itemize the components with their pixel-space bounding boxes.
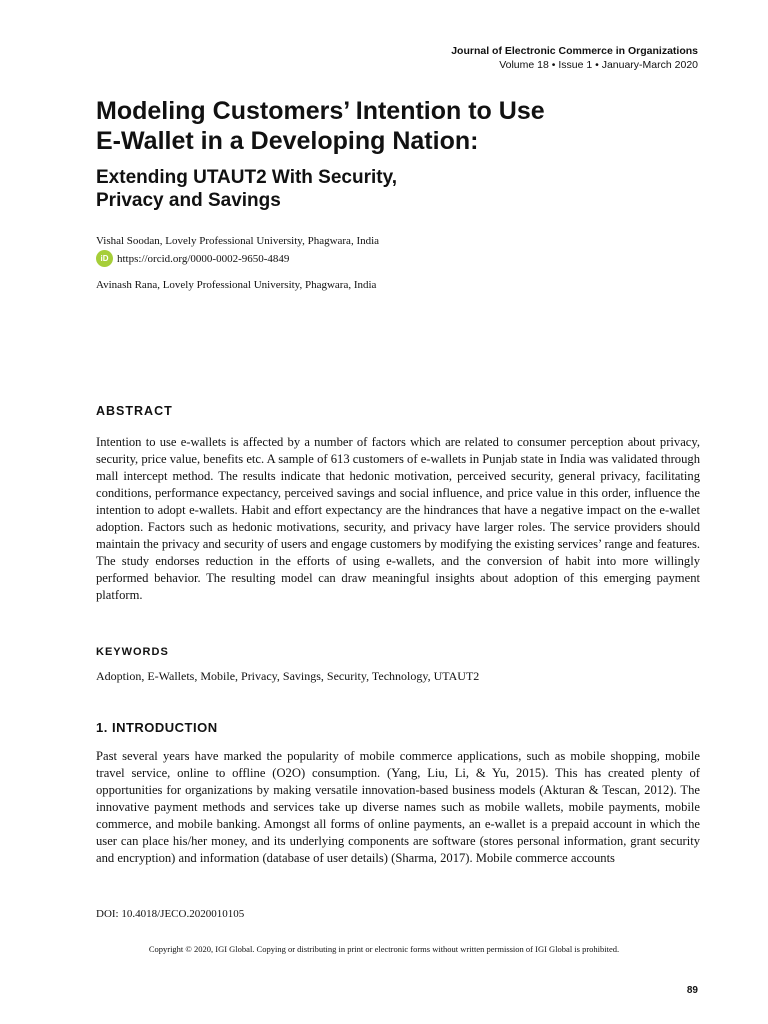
author-1: Vishal Soodan, Lovely Professional University, Phagwara, India <box>96 235 380 247</box>
author-1-orcid[interactable] <box>96 250 289 267</box>
title-line-2: E-Wallet in a Developing Nation: <box>96 127 479 155</box>
page-number: 89 <box>686 985 698 996</box>
orcid-icon: iD <box>96 250 113 267</box>
author-2: Avinash Rana, Lovely Professional University, Phagwara, India <box>96 279 377 291</box>
paper-subtitle <box>96 166 696 212</box>
introduction-heading: 1. INTRODUCTION <box>96 720 218 735</box>
abstract-text: Intention to use e-wallets is affected by a number of factors which are related to consumer perception about privacy, security, price value, benefits etc. A sample of 613 customers of e-wallets in Punjab state in India was validated through mall intercept method. The results indicate that hedonic motivation, perceived security, general privacy, facilitating conditions, performance expectancy, perceived savings and social influence, and price value in this order, influence the intention to adopt e-wallets. Habit and effort expectancy are the hindrances that have a negative impact on the e-wallet adoption. Factors such as hedonic motivations, security, and privacy have larger roles. The service providers should maintain the privacy and security of users and engage customers by modifying the existing services’ range and features. The study endorses reduction in the efforts of using e-wallets, and the conversion of habit into more willingly performed behavior. The resulting model can draw meaningful insights about adoption of this emerging payment platform. <box>96 435 700 602</box>
subtitle-line-1: Extending UTAUT2 With Security, <box>96 167 398 188</box>
keywords-heading: KEYWORDS <box>96 646 169 658</box>
copyright-notice: Copyright © 2020, IGI Global. Copying or distributing in print or electronic forms without written permission of IGI Global is prohibited. <box>148 944 620 954</box>
keywords-text: Adoption, E-Wallets, Mobile, Privacy, Savings, Security, Technology, UTAUT2 <box>96 669 480 683</box>
doi: DOI: 10.4018/JECO.2020010105 <box>96 908 245 920</box>
abstract-heading: ABSTRACT <box>96 404 173 418</box>
journal-volume: Volume 18 • Issue 1 • January-March 2020 <box>499 59 698 71</box>
introduction-text: Past several years have marked the popularity of mobile commerce applications, such as mobile shopping, mobile travel service, online to offline (O2O) consumption. (Yang, Liu, Li, & Yu, 2015). This has created plenty of opportunities for organizations by making versatile innovation-based business models (Akturan & Tescan, 2012). The innovative payment methods and services take up diverse names such as mobile wallets, mobile payments, mobile commerce, and mobile banking. Amongst all forms of online payments, an e-wallet is a prepaid account in which the user can place his/her money, and its underlying components are software (stores personal information, grant security and encryption) and information (database of user details) (Sharma, 2017). Mobile commerce accounts <box>96 749 700 865</box>
subtitle-line-2: Privacy and Savings <box>96 190 281 211</box>
paper-title <box>96 96 696 156</box>
journal-name: Journal of Electronic Commerce in Organizations <box>451 45 698 57</box>
journal-header <box>451 44 698 73</box>
orcid-link[interactable]: https://orcid.org/0000-0002-9650-4849 <box>117 252 290 265</box>
title-line-1: Modeling Customers’ Intention to Use <box>96 97 545 125</box>
